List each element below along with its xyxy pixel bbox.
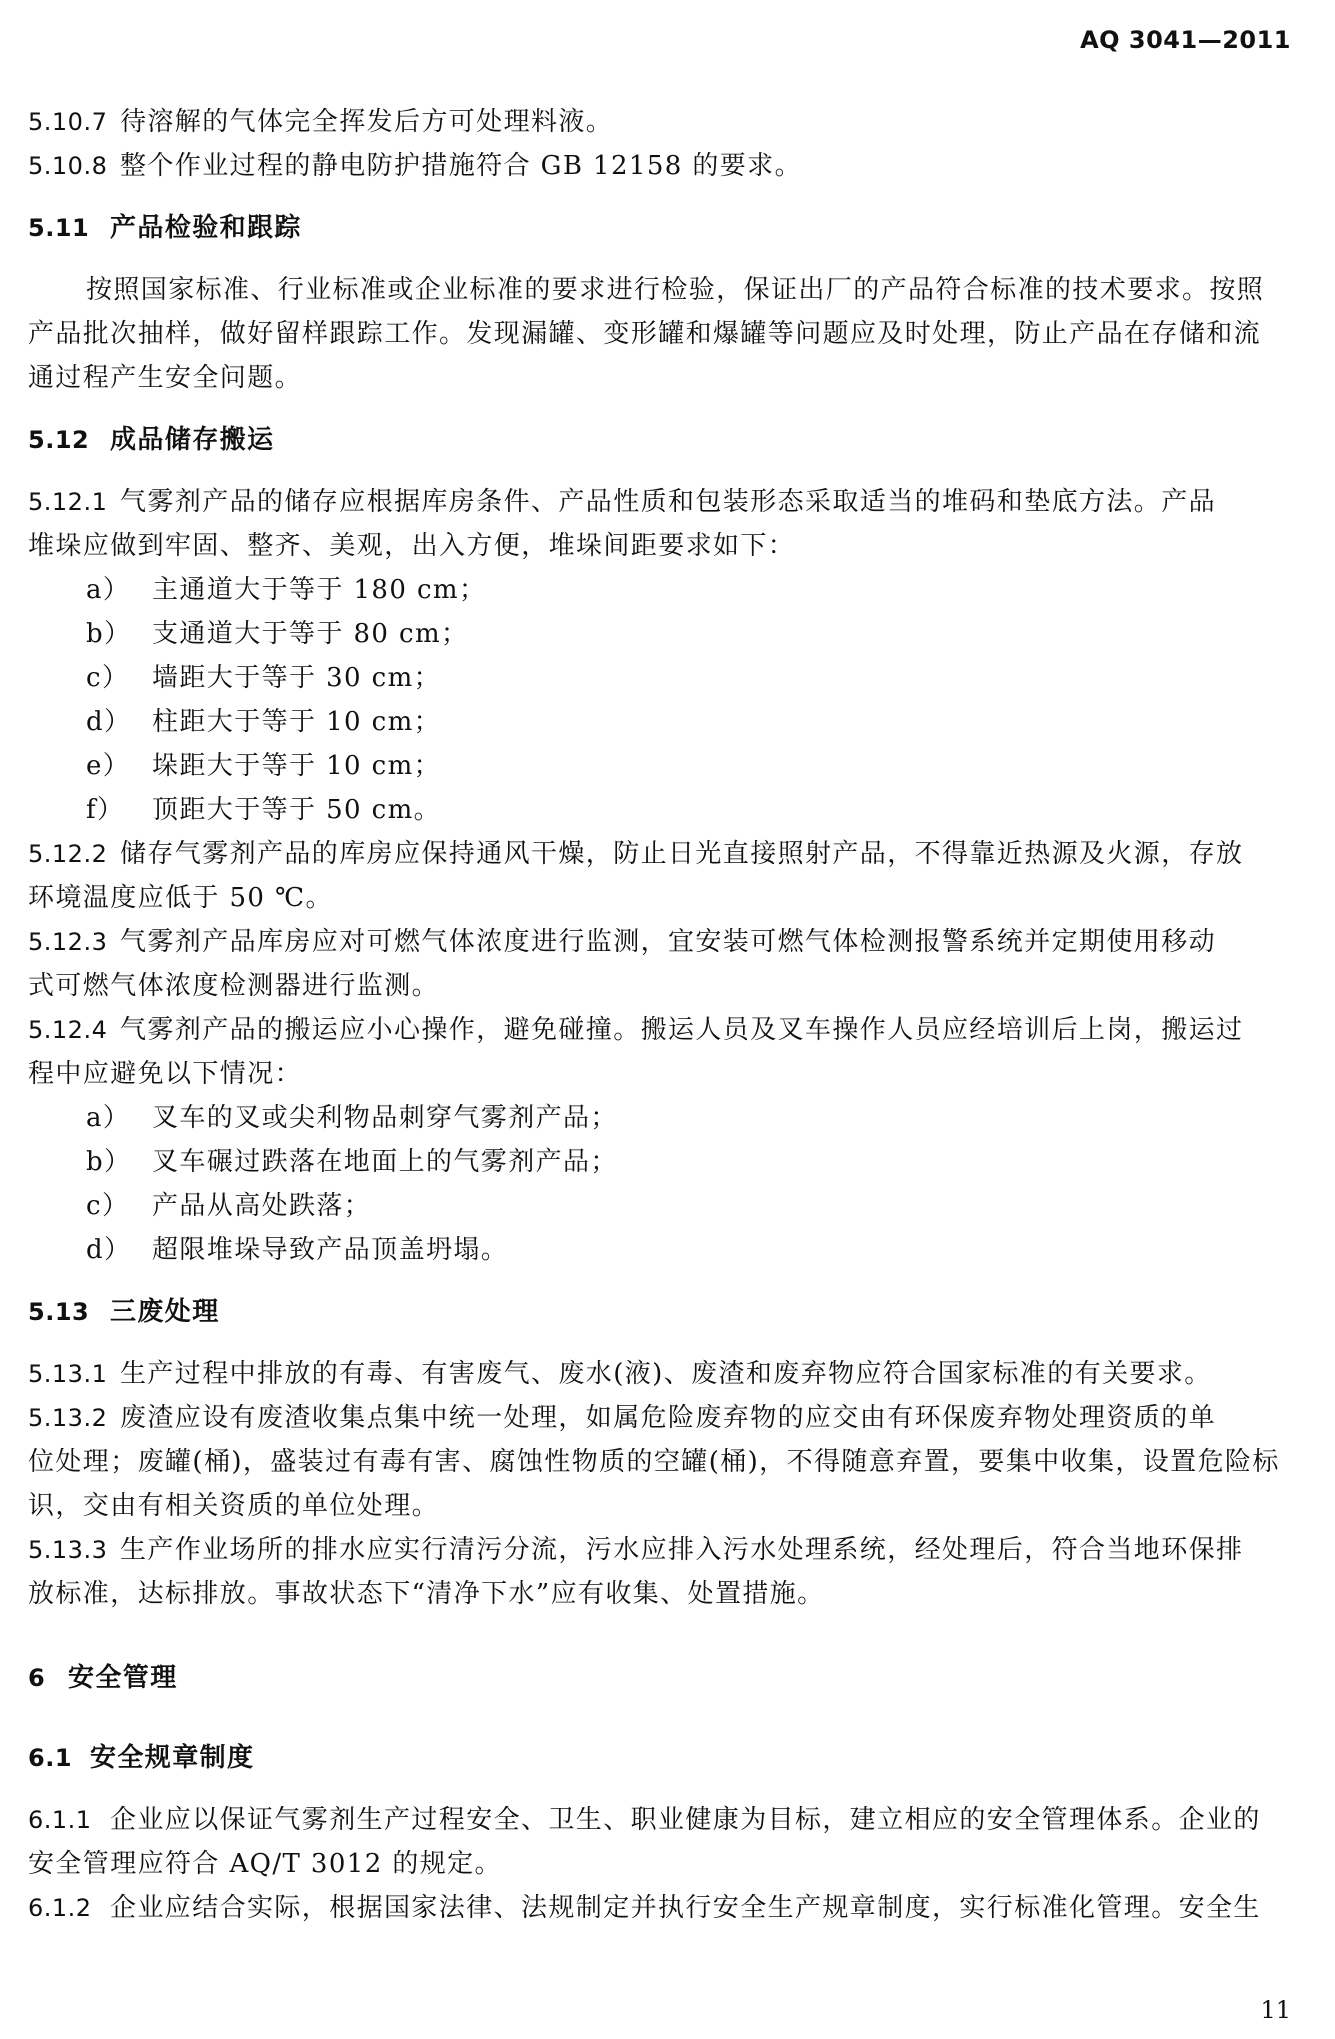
clause-5-13-1 bbox=[28, 1352, 1308, 1396]
clause-5-13-2 bbox=[28, 1396, 1308, 1528]
clause-5-12-2 bbox=[28, 832, 1308, 920]
section-title: 三废处理 bbox=[110, 1297, 220, 1327]
clause-number: 5.10.7 bbox=[28, 108, 108, 136]
chapter-number: 6 bbox=[28, 1664, 46, 1692]
clause-text: 生产过程中排放的有毒、有害废气、废水(液)、废渣和废弃物应符合国家标准的有关要求。 bbox=[120, 1359, 1212, 1389]
chapter-heading-6 bbox=[28, 1656, 1308, 1700]
section-title: 成品储存搬运 bbox=[110, 425, 275, 455]
clause-number: 5.10.8 bbox=[28, 152, 108, 180]
clause-text: 式可燃气体浓度检测器进行监测。 bbox=[28, 971, 440, 1001]
clause-text: 企业应结合实际，根据国家法律、法规制定并执行安全生产规章制度，实行标准化管理。安全生 bbox=[110, 1893, 1261, 1923]
clause-text: 堆垛应做到牢固、整齐、美观，出入方便，堆垛间距要求如下： bbox=[28, 531, 796, 561]
paragraph-line: 产品批次抽样，做好留样跟踪工作。发现漏罐、变形罐和爆罐等问题应及时处理，防止产品在存储和流 bbox=[28, 319, 1262, 349]
section-number: 6.1 bbox=[28, 1744, 73, 1772]
clause-number: 5.13.2 bbox=[28, 1404, 108, 1432]
paragraph-line: 按照国家标准、行业标准或企业标准的要求进行检验，保证出厂的产品符合标准的技术要求。按照 bbox=[86, 275, 1265, 305]
section-number: 5.13 bbox=[28, 1298, 90, 1326]
clause-text: 识，交由有相关资质的单位处理。 bbox=[28, 1491, 440, 1521]
clause-text: 储存气雾剂产品的库房应保持通风干燥，防止日光直接照射产品，不得靠近热源及火源，存放 bbox=[120, 839, 1244, 869]
list-item: b） 支通道大于等于 80 cm； bbox=[86, 619, 469, 649]
clause-text: 气雾剂产品库房应对可燃气体浓度进行监测，宜安装可燃气体检测报警系统并定期使用移动 bbox=[120, 927, 1217, 957]
section-heading-6-1 bbox=[28, 1736, 1308, 1780]
section-heading-5-11 bbox=[28, 206, 1308, 250]
handling-hazards-list bbox=[28, 1096, 1308, 1272]
clause-number: 5.12.1 bbox=[28, 488, 108, 516]
clause-text: 待溶解的气体完全挥发后方可处理料液。 bbox=[120, 107, 614, 137]
list-item: c） 墙距大于等于 30 cm； bbox=[86, 663, 442, 693]
page-number: 11 bbox=[1260, 1996, 1291, 2024]
clause-text: 环境温度应低于 50 ℃。 bbox=[28, 883, 333, 913]
clause-text: 程中应避免以下情况： bbox=[28, 1059, 303, 1089]
clause-text: 位处理；废罐(桶)，盛装过有毒有害、腐蚀性物质的空罐(桶)，不得随意弃置，要集中收集，设置危险标 bbox=[28, 1447, 1280, 1477]
clause-5-10-7 bbox=[28, 100, 1308, 144]
list-item: e） 垛距大于等于 10 cm； bbox=[86, 751, 442, 781]
section-number: 5.11 bbox=[28, 214, 90, 242]
clause-6-1-1 bbox=[28, 1798, 1308, 1886]
clause-number: 5.12.3 bbox=[28, 928, 108, 956]
list-item: d） 柱距大于等于 10 cm； bbox=[86, 707, 442, 737]
clause-5-12-3 bbox=[28, 920, 1308, 1008]
chapter-title: 安全管理 bbox=[68, 1663, 178, 1693]
clause-number: 5.13.1 bbox=[28, 1360, 108, 1388]
clause-text: 放标准，达标排放。事故状态下“清净下水”应有收集、处置措施。 bbox=[28, 1579, 825, 1609]
list-item: b） 叉车碾过跌落在地面上的气雾剂产品； bbox=[86, 1147, 618, 1177]
clause-text: 企业应以保证气雾剂生产过程安全、卫生、职业健康为目标，建立相应的安全管理体系。企业的 bbox=[110, 1805, 1261, 1835]
list-item: c） 产品从高处跌落； bbox=[86, 1191, 372, 1221]
clause-number: 6.1.2 bbox=[28, 1894, 92, 1922]
clause-5-12-4 bbox=[28, 1008, 1308, 1096]
clause-number: 5.12.2 bbox=[28, 840, 108, 868]
section-heading-5-13 bbox=[28, 1290, 1308, 1334]
clause-text: 气雾剂产品的搬运应小心操作，避免碰撞。搬运人员及叉车操作人员应经培训后上岗，搬运过 bbox=[120, 1015, 1244, 1045]
clause-5-13-3 bbox=[28, 1528, 1308, 1616]
paragraph-line: 通过程产生安全问题。 bbox=[28, 363, 303, 393]
clause-text: 整个作业过程的静电防护措施符合 GB 12158 的要求。 bbox=[120, 151, 802, 181]
document-body bbox=[28, 100, 1308, 1930]
list-item: a） 叉车的叉或尖利物品刺穿气雾剂产品； bbox=[86, 1103, 618, 1133]
paragraph-5-11 bbox=[28, 268, 1308, 400]
section-number: 5.12 bbox=[28, 426, 90, 454]
clause-text: 气雾剂产品的储存应根据库房条件、产品性质和包装形态采取适当的堆码和垫底方法。产品 bbox=[120, 487, 1217, 517]
clause-5-12-1 bbox=[28, 480, 1308, 568]
clause-text: 生产作业场所的排水应实行清污分流，污水应排入污水处理系统，经处理后，符合当地环保排 bbox=[120, 1535, 1244, 1565]
section-heading-5-12 bbox=[28, 418, 1308, 462]
standard-code: AQ 3041—2011 bbox=[1080, 26, 1291, 54]
list-item: d） 超限堆垛导致产品顶盖坍塌。 bbox=[86, 1235, 509, 1265]
clause-text: 安全管理应符合 AQ/T 3012 的规定。 bbox=[28, 1849, 502, 1879]
spacing-requirements-list bbox=[28, 568, 1308, 832]
section-title: 安全规章制度 bbox=[90, 1743, 255, 1773]
clause-5-10-8 bbox=[28, 144, 1308, 188]
clause-number: 5.12.4 bbox=[28, 1016, 108, 1044]
list-item: f） 顶距大于等于 50 cm。 bbox=[86, 795, 442, 825]
list-item: a） 主通道大于等于 180 cm； bbox=[86, 575, 487, 605]
clause-number: 5.13.3 bbox=[28, 1536, 108, 1564]
clause-6-1-2 bbox=[28, 1886, 1308, 1930]
section-title: 产品检验和跟踪 bbox=[110, 213, 302, 243]
clause-number: 6.1.1 bbox=[28, 1806, 92, 1834]
clause-text: 废渣应设有废渣收集点集中统一处理，如属危险废弃物的应交由有环保废弃物处理资质的单 bbox=[120, 1403, 1217, 1433]
